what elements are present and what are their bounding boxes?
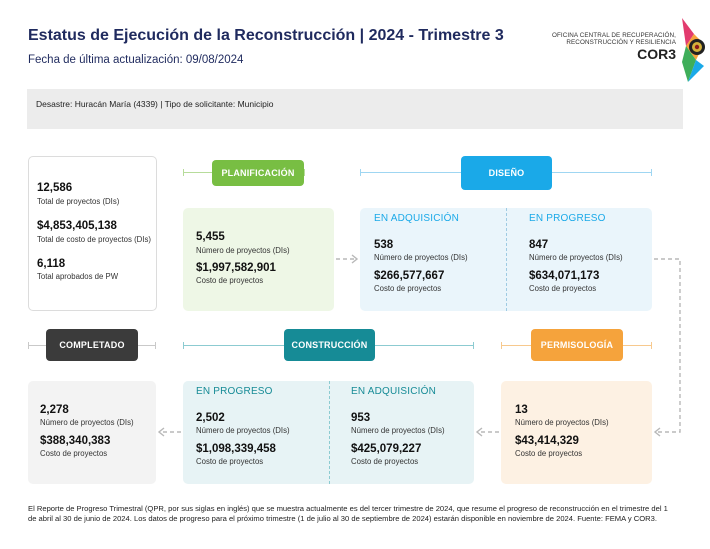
footnote: El Reporte de Progreso Trimestral (QPR, por sus siglas en inglés) que se muestra actualmente es del tercer trimestre de 2024, que resume el progreso de reconstrucción en el trimestre del 1 de abril al 30 de junio de 2024. Los datos de progreso para el próximo trimestre (1 de julio al 30 de septiembre de 2024) estarán disponible en noviembre de 2024. Fuente: FEMA y COR3. [28, 504, 668, 523]
permisologia-cost: $43,414,329 [515, 435, 579, 447]
planificacion-projects: 5,455 [196, 231, 225, 243]
total-projects-value: 12,586 [37, 182, 73, 194]
diseno-prog-cost-label: Costo de proyectos [529, 284, 597, 293]
diseno-adq-heading: EN ADQUISICIÓN [374, 213, 460, 224]
construccion-prog-cost-label: Costo de proyectos [196, 457, 264, 466]
total-cost-label: Total de costo de proyectos (DIs) [37, 235, 151, 244]
stage-planificacion-label: PLANIFICACIÓN [221, 168, 295, 178]
logo-org-line1: OFICINA CENTRAL DE RECUPERACIÓN, [551, 32, 676, 39]
planificacion-cost-label: Costo de proyectos [196, 276, 264, 285]
construccion-adq-projects: 953 [351, 412, 371, 424]
total-pw-label: Total aprobados de PW [37, 272, 119, 281]
permisologia-projects: 13 [515, 404, 528, 416]
completado-cost-label: Costo de proyectos [40, 449, 108, 458]
planificacion-cost: $1,997,582,901 [196, 262, 276, 274]
permisologia-projects-label: Número de proyectos (DIs) [515, 418, 609, 427]
logo-org-short: COR3 [637, 46, 676, 62]
diseno-adq-cost-label: Costo de proyectos [374, 284, 442, 293]
construccion-adq-heading: EN ADQUISICIÓN [351, 386, 437, 397]
filter-text: Desastre: Huracán María (4339) | Tipo de solicitante: Municipio [36, 99, 274, 109]
stage-permisologia-label: PERMISOLOGÍA [540, 340, 614, 350]
page-title: Estatus de Ejecución de la Reconstrucción | 2024 - Trimestre 3 [28, 27, 504, 44]
arrow-diseno-to-permisologia [654, 259, 680, 432]
last-updated: Fecha de última actualización: 09/08/2024 [28, 54, 244, 66]
permisologia-cost-label: Costo de proyectos [515, 449, 583, 458]
diseno-prog-projects: 847 [529, 239, 549, 251]
construccion-prog-projects: 2,502 [196, 412, 225, 424]
total-projects-label: Total de proyectos (DIs) [37, 197, 120, 206]
completado-projects-label: Número de proyectos (DIs) [40, 418, 134, 427]
diseno-prog-heading: EN PROGRESO [529, 213, 606, 224]
construccion-prog-heading: EN PROGRESO [196, 386, 273, 397]
diseno-adq-cost: $266,577,667 [374, 270, 445, 282]
planificacion-projects-label: Número de proyectos (DIs) [196, 246, 290, 255]
diseno-adq-projects: 538 [374, 239, 394, 251]
completado-projects: 2,278 [40, 404, 69, 416]
diseno-adq-projects-label: Número de proyectos (DIs) [374, 253, 468, 262]
stage-diseno-label: DISEÑO [488, 168, 525, 178]
diseno-prog-cost: $634,071,173 [529, 270, 600, 282]
construccion-prog-cost: $1,098,339,458 [196, 443, 276, 455]
stage-completado-label: COMPLETADO [59, 340, 125, 350]
construccion-adq-projects-label: Número de proyectos (DIs) [351, 426, 445, 435]
total-pw-value: 6,118 [37, 258, 66, 270]
completado-cost: $388,340,383 [40, 435, 111, 447]
total-cost-value: $4,853,405,138 [37, 220, 117, 232]
construccion-adq-cost: $425,079,227 [351, 443, 422, 455]
construccion-prog-projects-label: Número de proyectos (DIs) [196, 426, 290, 435]
construccion-adq-cost-label: Costo de proyectos [351, 457, 419, 466]
logo-org-line2: RECONSTRUCCIÓN Y RESILIENCIA [566, 39, 676, 46]
diseno-prog-projects-label: Número de proyectos (DIs) [529, 253, 623, 262]
stage-construccion-label: CONSTRUCCIÓN [291, 340, 368, 350]
